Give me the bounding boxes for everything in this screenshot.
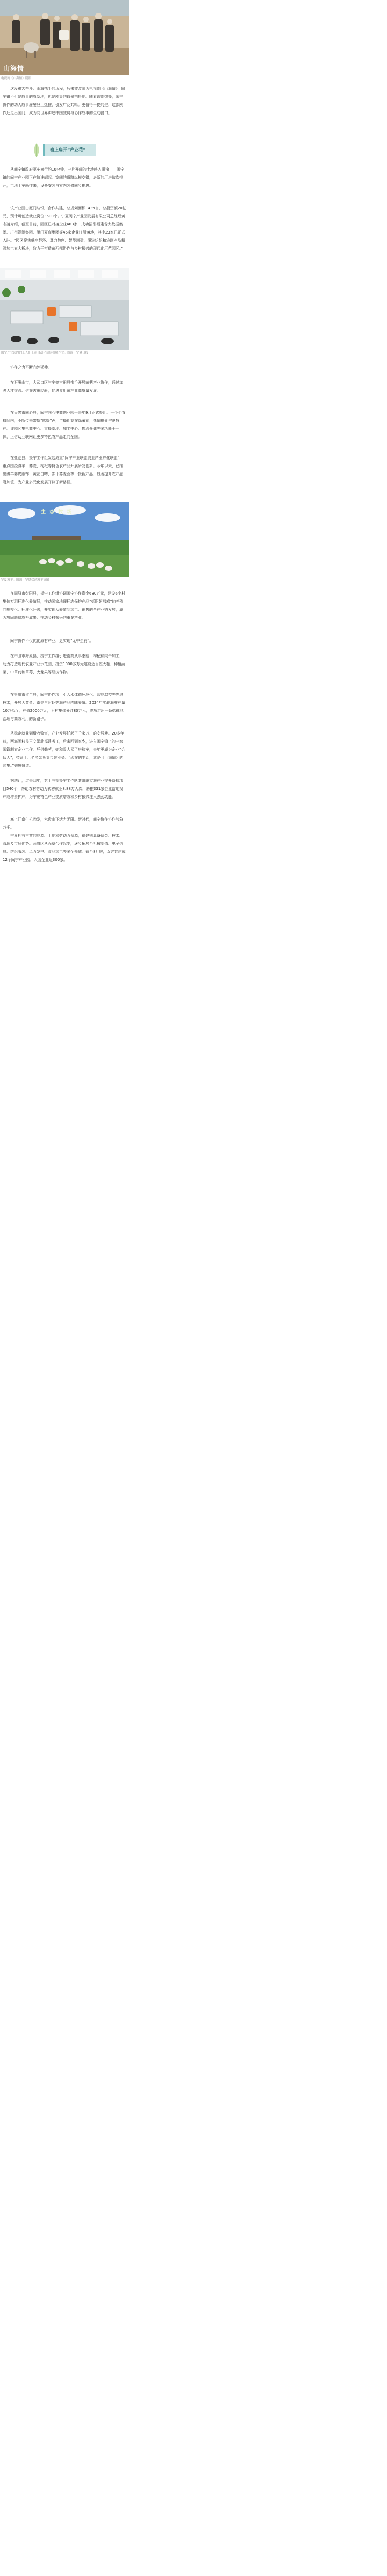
- photo-caption: 宁夏滩羊。图源：宁夏盐池滩羊集团: [1, 578, 49, 582]
- ranch-sign: 生 态 牧 场: [41, 510, 73, 515]
- paragraph: 在银川市贺兰县，闽宁协作项目引入水体循环净化、智能温控等先进技术，开展大黄鱼、南美白对虾等海产品内陆养殖。2024年实现海鲜产量10万公斤，产值2000万元，为村集体分红80万元，成功走出一条盐碱地治理与高效利用的新路子。: [3, 693, 125, 721]
- paragraph: 在石嘴山市，大武口区与宁德古田县携手开展菌菇产业协作，通过加强人才交流、借鉴古田经验，促进食用菌产业高质量发展。: [3, 380, 123, 393]
- show-logo: 山海情: [3, 65, 25, 72]
- factory-photo: [0, 268, 129, 350]
- leaf-icon: [31, 142, 42, 158]
- paragraph: 在吴忠市同心县，闽宁同心电商创业园于去年9月正式投用。一个个直播间内，不断传来带货“吆喝”声，主播们站在绿幕前，热情推介宁夏特产。该园区集电商中心、直播基地、加工中心、物流仓储等多功能于一体，正借助互联网让更多特色农产品走向全国。: [3, 411, 126, 439]
- paragraph: 宁夏拥有丰富的能源、土地和劳动力资源，福建则具备资金、技术、管理及市场优势。两省区从面草合作起步，逐步拓展至机械制造、电子信息、纺织服装、风力发电、食品加工等多个领域。截至8月底，双方共建成12个闽宁产业园，入园企业近300家。: [3, 834, 126, 862]
- paragraph: 从闽宁镇政府驱车南行约10分钟，一片开阔的土地映入眼帘——闽宁镇的闽宁产业园正在快速崛起。宽阔的道路纵横交错，崭新的厂房依次排开，工地上车辆往来，设备安装与室内装修同步推进。: [3, 167, 124, 188]
- paragraph: 在中卫市海原县，援宁工作组引进南高从事茶菇、枸杞和肉牛加工，助力打造现代农业产业示范园，投资1000多万元建设近百座大棚，种植蔬菜、中草药和草莓、火龙果等经济作物。: [3, 654, 125, 674]
- paragraph: 协作之力不断向外延伸。: [10, 365, 52, 370]
- paragraph: 塞上江南生机勃发，六盘山下活力无限。新时代，闽宁协作协作气象万千。: [3, 817, 123, 830]
- paragraph: 从稳定就业到增收致富，产业发展托起了千家万户的安居梦。20多年前，西海固移民王文娟赴福建务工，后来回到家乡，进入闽宁镇上的一家闽籍制衣企业工作。凭借勤劳，她和爱人买了房和车，去年更成为企业“合伙人”，带领十几名乡亲负责包装业务。“现在的生活，就是《山海情》的续集。”她感慨道。: [3, 731, 125, 768]
- paragraph: 该产业园由厦门与银川合作共建，总规划面积1439亩，总投资额20亿元，预计可创造就业岗位3500个。宁夏闽宁产业园发展有限公司总经理黄志凌介绍，截至目前，园区已对接企业463家，成功招引福建省大数据集团、广州视源集团、厦门夏商集团等46家企业注册落地，其中23家已正式入驻。“园区聚焦低空经济、算力数创、智能制造、服装纺织和农副产品精深加工五大板块，致力于打造东西部协作与乡村振兴的现代化示范园区。”: [3, 206, 126, 251]
- paragraph: 在固原市彭阳县，援宁工作组协调闽宁协作资金680万元，建设6个村集体万羽标准化养殖场，推动国家地理标志保护产品“彭阳朝那鸡”的养殖向规模化、标准化升级，并实现从养殖到加工、销售的全产业链发展，成为巩固脱贫攻坚成果、推动乡村振兴的重要产业。: [3, 591, 125, 620]
- paragraph: 闽宁协作不仅优化原有产业，更实现“无中生有”。: [10, 639, 94, 643]
- section-title-box: [43, 144, 96, 156]
- sheep-ranch-photo: [0, 502, 129, 577]
- photo-caption: 闽宁产业园内的工人们正在自动化裁床机械作业。图源：宁夏日报: [1, 351, 89, 355]
- photo-caption: 电视剧《山海情》剧照: [1, 77, 31, 80]
- drama-still-photo: [0, 0, 129, 75]
- paragraph: 在盐池县，援宁工作组发起成立“闽宁产业联盟农业产业孵化联盟”，重点围绕滩羊、荞麦、枸杞等特色农产品开展研发创新。今年以来，已推出滩羊婴皮服饰、黄花白啤、冻干荞麦面等一批新产品，显著提升农产品附加值，为产业多元化发展开辟了新路径。: [3, 456, 124, 484]
- section-heading: [0, 138, 129, 164]
- section-title: 窑上扁开“产业花”: [50, 147, 86, 152]
- paragraph: 据统计，过去四年，第十三批援宁工作队共组织实施产业提升帮扶项目540个，帮助农村劳动力转移就业8.88万人次，助推331家企业落地投产或增资扩产，为宁夏特色产业提质增效和乡村振兴注入强劲动能。: [3, 779, 124, 799]
- paragraph: 这段艰苦奋斗、山海携手的历程，后来被改编为电视剧《山海情》，闽宁镇不但是故事的原型地，也是剧集的取景拍摄地。随着该剧热播，闽宁协作的动人故事屡屡登上热搜，引发广泛共鸣。更值得一提的是，这部剧作还走出国门，成为向世界讲述中国减贫与协作故事的生动窗口。: [3, 87, 125, 115]
